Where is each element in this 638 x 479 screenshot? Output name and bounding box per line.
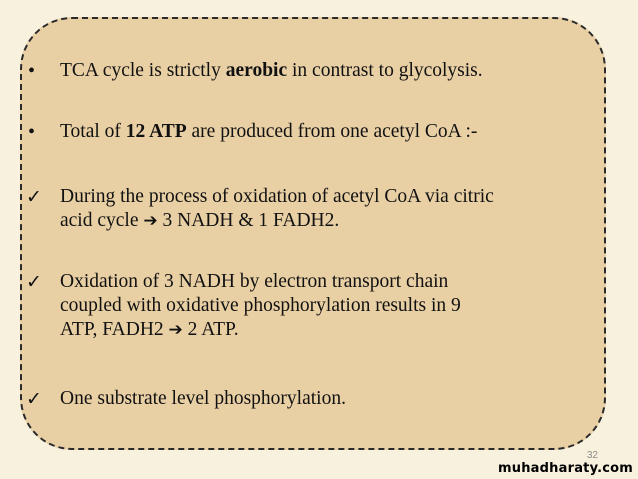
check-item-3-text: One substrate level phosphorylation. — [60, 388, 346, 409]
check-item-2-line-3 — [60, 318, 461, 342]
bullet-icon: • — [28, 121, 36, 143]
bullet-icon: • — [28, 60, 36, 82]
check-item-1 — [28, 185, 494, 233]
bullet-item-2 — [28, 120, 477, 144]
bullet-item-1 — [28, 59, 483, 83]
page-number: 32 — [586, 450, 598, 461]
check-item-2-line-1: Oxidation of 3 NADH by electron transport chain — [60, 271, 449, 292]
right-arrow-icon: ➔ — [143, 211, 158, 231]
watermark: muhadharaty.com — [498, 461, 633, 476]
bullet-text-1-bold: aerobic — [225, 60, 288, 81]
right-arrow-icon: ➔ — [168, 320, 183, 340]
bullet-text-2-bold: 12 ATP — [125, 121, 187, 142]
check-item-3 — [28, 387, 346, 411]
check-item-1-line-2 — [60, 209, 494, 233]
bullet-text-1-after: in contrast to glycolysis. — [287, 60, 483, 81]
checkmark-icon: ✓ — [26, 186, 42, 208]
bullet-text-2-after: are produced from one acetyl CoA :- — [186, 121, 478, 142]
bullet-text-1-before: TCA cycle is strictly — [60, 60, 226, 81]
check-item-2-line-2: coupled with oxidative phosphorylation results in 9 — [60, 295, 461, 316]
check-item-2-line-3-before: ATP, FADH2 — [60, 319, 169, 340]
check-item-1-line-2-after: 3 NADH & 1 FADH2. — [157, 210, 340, 231]
checkmark-icon: ✓ — [26, 388, 42, 410]
bullet-text-2-before: Total of — [60, 121, 126, 142]
checkmark-icon: ✓ — [26, 271, 42, 293]
check-item-1-line-1: During the process of oxidation of acetyl CoA via citric — [60, 186, 494, 207]
check-item-2 — [28, 270, 461, 342]
check-item-2-line-3-after: 2 ATP. — [182, 319, 239, 340]
check-item-1-line-2-before: acid cycle — [60, 210, 144, 231]
